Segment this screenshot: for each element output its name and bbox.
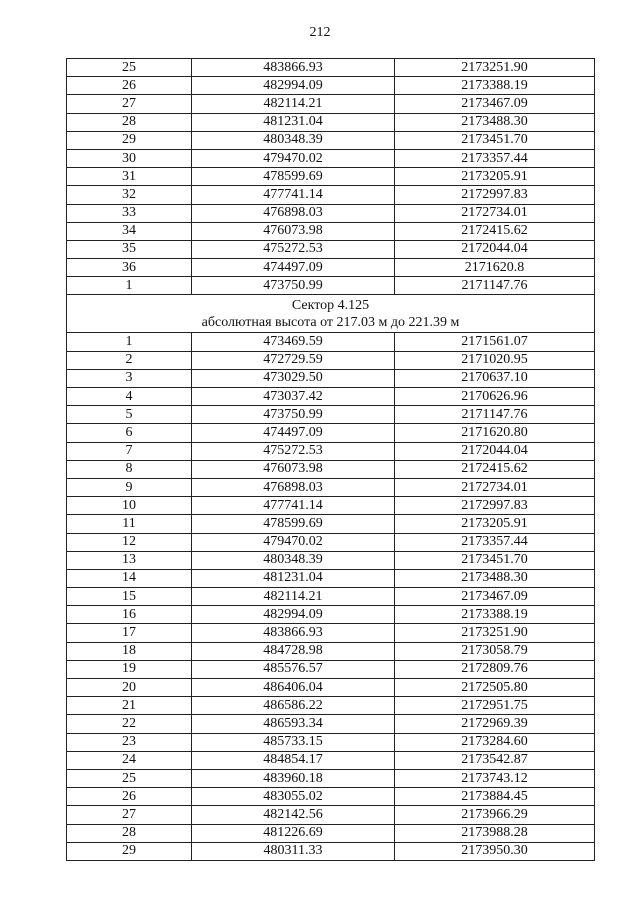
point-number-cell: 26 — [67, 77, 192, 95]
sector-header-group — [67, 295, 595, 333]
y-coordinate-cell: 2173058.79 — [395, 642, 595, 660]
point-number-cell: 31 — [67, 168, 192, 186]
x-coordinate-cell: 486593.34 — [192, 715, 395, 733]
point-number-cell: 29 — [67, 131, 192, 149]
y-coordinate-cell: 2170637.10 — [395, 369, 595, 387]
table-row — [67, 588, 595, 606]
table-row — [67, 788, 595, 806]
y-coordinate-cell: 2172415.62 — [395, 222, 595, 240]
y-coordinate-cell: 2173284.60 — [395, 733, 595, 751]
x-coordinate-cell: 473469.59 — [192, 333, 395, 351]
table-row — [67, 351, 595, 369]
table-row — [67, 259, 595, 277]
point-number-cell: 32 — [67, 186, 192, 204]
y-coordinate-cell: 2173467.09 — [395, 95, 595, 113]
table-row — [67, 806, 595, 824]
point-number-cell: 2 — [67, 351, 192, 369]
x-coordinate-cell: 478599.69 — [192, 168, 395, 186]
point-number-cell: 28 — [67, 824, 192, 842]
point-number-cell: 3 — [67, 369, 192, 387]
point-number-cell: 11 — [67, 515, 192, 533]
x-coordinate-cell: 479470.02 — [192, 533, 395, 551]
table-row — [67, 113, 595, 131]
table-row — [67, 497, 595, 515]
table-row — [67, 460, 595, 478]
point-number-cell: 4 — [67, 388, 192, 406]
table-row — [67, 715, 595, 733]
table-row — [67, 442, 595, 460]
table-row — [67, 369, 595, 387]
table-row — [67, 95, 595, 113]
table-row — [67, 388, 595, 406]
point-number-cell: 29 — [67, 842, 192, 860]
y-coordinate-cell: 2173542.87 — [395, 751, 595, 769]
x-coordinate-cell: 483866.93 — [192, 59, 395, 77]
table-body-top — [67, 59, 595, 295]
table-row — [67, 751, 595, 769]
x-coordinate-cell: 482994.09 — [192, 77, 395, 95]
table-row — [67, 515, 595, 533]
y-coordinate-cell: 2173966.29 — [395, 806, 595, 824]
y-coordinate-cell: 2172809.76 — [395, 660, 595, 678]
point-number-cell: 14 — [67, 569, 192, 587]
y-coordinate-cell: 2172044.04 — [395, 442, 595, 460]
point-number-cell: 15 — [67, 588, 192, 606]
y-coordinate-cell: 2172044.04 — [395, 240, 595, 258]
y-coordinate-cell: 2171561.07 — [395, 333, 595, 351]
point-number-cell: 26 — [67, 788, 192, 806]
sector-title: Сектор 4.125 — [291, 298, 370, 314]
point-number-cell: 8 — [67, 460, 192, 478]
point-number-cell: 25 — [67, 769, 192, 787]
table-row — [67, 769, 595, 787]
table-row — [67, 533, 595, 551]
y-coordinate-cell: 2172997.83 — [395, 186, 595, 204]
table-row — [67, 697, 595, 715]
y-coordinate-cell: 2173205.91 — [395, 515, 595, 533]
table-row — [67, 824, 595, 842]
y-coordinate-cell: 2173388.19 — [395, 606, 595, 624]
x-coordinate-cell: 483055.02 — [192, 788, 395, 806]
point-number-cell: 36 — [67, 259, 192, 277]
table-row — [67, 424, 595, 442]
x-coordinate-cell: 473029.50 — [192, 369, 395, 387]
y-coordinate-cell: 2173488.30 — [395, 569, 595, 587]
point-number-cell: 24 — [67, 751, 192, 769]
table-row — [67, 240, 595, 258]
table-row — [67, 186, 595, 204]
x-coordinate-cell: 480311.33 — [192, 842, 395, 860]
point-number-cell: 35 — [67, 240, 192, 258]
point-number-cell: 20 — [67, 679, 192, 697]
point-number-cell: 23 — [67, 733, 192, 751]
table-row — [67, 679, 595, 697]
x-coordinate-cell: 485733.15 — [192, 733, 395, 751]
table-row — [67, 149, 595, 167]
y-coordinate-cell: 2173388.19 — [395, 77, 595, 95]
point-number-cell: 22 — [67, 715, 192, 733]
x-coordinate-cell: 479470.02 — [192, 149, 395, 167]
table-row — [67, 131, 595, 149]
point-number-cell: 28 — [67, 113, 192, 131]
point-number-cell: 1 — [67, 333, 192, 351]
point-number-cell: 27 — [67, 806, 192, 824]
table-row — [67, 77, 595, 95]
x-coordinate-cell: 483960.18 — [192, 769, 395, 787]
table-row — [67, 551, 595, 569]
y-coordinate-cell: 2173451.70 — [395, 131, 595, 149]
point-number-cell: 9 — [67, 478, 192, 496]
x-coordinate-cell: 484728.98 — [192, 642, 395, 660]
x-coordinate-cell: 474497.09 — [192, 259, 395, 277]
y-coordinate-cell: 2171020.95 — [395, 351, 595, 369]
y-coordinate-cell: 2172951.75 — [395, 697, 595, 715]
table-row — [67, 222, 595, 240]
x-coordinate-cell: 475272.53 — [192, 442, 395, 460]
table-row — [67, 624, 595, 642]
x-coordinate-cell: 486586.22 — [192, 697, 395, 715]
point-number-cell: 27 — [67, 95, 192, 113]
y-coordinate-cell: 2171147.76 — [395, 406, 595, 424]
y-coordinate-cell: 2173251.90 — [395, 624, 595, 642]
point-number-cell: 30 — [67, 149, 192, 167]
page-number: 212 — [309, 25, 331, 40]
table-row — [67, 478, 595, 496]
point-number-cell: 13 — [67, 551, 192, 569]
x-coordinate-cell: 473750.99 — [192, 406, 395, 424]
x-coordinate-cell: 481231.04 — [192, 569, 395, 587]
x-coordinate-cell: 486406.04 — [192, 679, 395, 697]
x-coordinate-cell: 482114.21 — [192, 588, 395, 606]
point-number-cell: 19 — [67, 660, 192, 678]
point-number-cell: 12 — [67, 533, 192, 551]
y-coordinate-cell: 2172505.80 — [395, 679, 595, 697]
y-coordinate-cell: 2170626.96 — [395, 388, 595, 406]
x-coordinate-cell: 473037.42 — [192, 388, 395, 406]
y-coordinate-cell: 2171620.80 — [395, 424, 595, 442]
y-coordinate-cell: 2173357.44 — [395, 533, 595, 551]
x-coordinate-cell: 482142.56 — [192, 806, 395, 824]
point-number-cell: 34 — [67, 222, 192, 240]
table-row — [67, 168, 595, 186]
point-number-cell: 25 — [67, 59, 192, 77]
table-body-bottom — [67, 333, 595, 860]
x-coordinate-cell: 485576.57 — [192, 660, 395, 678]
y-coordinate-cell: 2173251.90 — [395, 59, 595, 77]
x-coordinate-cell: 480348.39 — [192, 131, 395, 149]
point-number-cell: 1 — [67, 277, 192, 295]
table-row — [67, 569, 595, 587]
x-coordinate-cell: 473750.99 — [192, 277, 395, 295]
x-coordinate-cell: 474497.09 — [192, 424, 395, 442]
point-number-cell: 16 — [67, 606, 192, 624]
point-number-cell: 33 — [67, 204, 192, 222]
sector-header-cell — [67, 295, 595, 333]
sector-header-row — [67, 295, 595, 333]
table-row — [67, 606, 595, 624]
point-number-cell: 18 — [67, 642, 192, 660]
y-coordinate-cell: 2172734.01 — [395, 204, 595, 222]
point-number-cell: 7 — [67, 442, 192, 460]
x-coordinate-cell: 481231.04 — [192, 113, 395, 131]
x-coordinate-cell: 477741.14 — [192, 186, 395, 204]
x-coordinate-cell: 476073.98 — [192, 460, 395, 478]
y-coordinate-cell: 2171147.76 — [395, 277, 595, 295]
y-coordinate-cell: 2172734.01 — [395, 478, 595, 496]
table-row — [67, 842, 595, 860]
x-coordinate-cell: 482114.21 — [192, 95, 395, 113]
y-coordinate-cell: 2173950.30 — [395, 842, 595, 860]
point-number-cell: 10 — [67, 497, 192, 515]
point-number-cell: 17 — [67, 624, 192, 642]
table-row — [67, 277, 595, 295]
point-number-cell: 21 — [67, 697, 192, 715]
x-coordinate-cell: 478599.69 — [192, 515, 395, 533]
x-coordinate-cell: 477741.14 — [192, 497, 395, 515]
table-row — [67, 642, 595, 660]
x-coordinate-cell: 480348.39 — [192, 551, 395, 569]
y-coordinate-cell: 2173357.44 — [395, 149, 595, 167]
y-coordinate-cell: 2171620.8 — [395, 259, 595, 277]
table-row — [67, 59, 595, 77]
y-coordinate-cell: 2173743.12 — [395, 769, 595, 787]
point-number-cell: 6 — [67, 424, 192, 442]
y-coordinate-cell: 2172969.39 — [395, 715, 595, 733]
y-coordinate-cell: 2173451.70 — [395, 551, 595, 569]
table-row — [67, 406, 595, 424]
x-coordinate-cell: 481226.69 — [192, 824, 395, 842]
x-coordinate-cell: 476073.98 — [192, 222, 395, 240]
x-coordinate-cell: 476898.03 — [192, 478, 395, 496]
x-coordinate-cell: 472729.59 — [192, 351, 395, 369]
x-coordinate-cell: 484854.17 — [192, 751, 395, 769]
table-row — [67, 333, 595, 351]
y-coordinate-cell: 2173884.45 — [395, 788, 595, 806]
table-row — [67, 733, 595, 751]
x-coordinate-cell: 482994.09 — [192, 606, 395, 624]
sector-height-range: абсолютная высота от 217.03 м до 221.39 м — [201, 315, 460, 331]
y-coordinate-cell: 2172997.83 — [395, 497, 595, 515]
table-row — [67, 204, 595, 222]
table-row — [67, 660, 595, 678]
x-coordinate-cell: 475272.53 — [192, 240, 395, 258]
y-coordinate-cell: 2173488.30 — [395, 113, 595, 131]
y-coordinate-cell: 2172415.62 — [395, 460, 595, 478]
point-number-cell: 5 — [67, 406, 192, 424]
y-coordinate-cell: 2173988.28 — [395, 824, 595, 842]
y-coordinate-cell: 2173467.09 — [395, 588, 595, 606]
coordinates-table — [66, 58, 595, 861]
x-coordinate-cell: 483866.93 — [192, 624, 395, 642]
y-coordinate-cell: 2173205.91 — [395, 168, 595, 186]
x-coordinate-cell: 476898.03 — [192, 204, 395, 222]
